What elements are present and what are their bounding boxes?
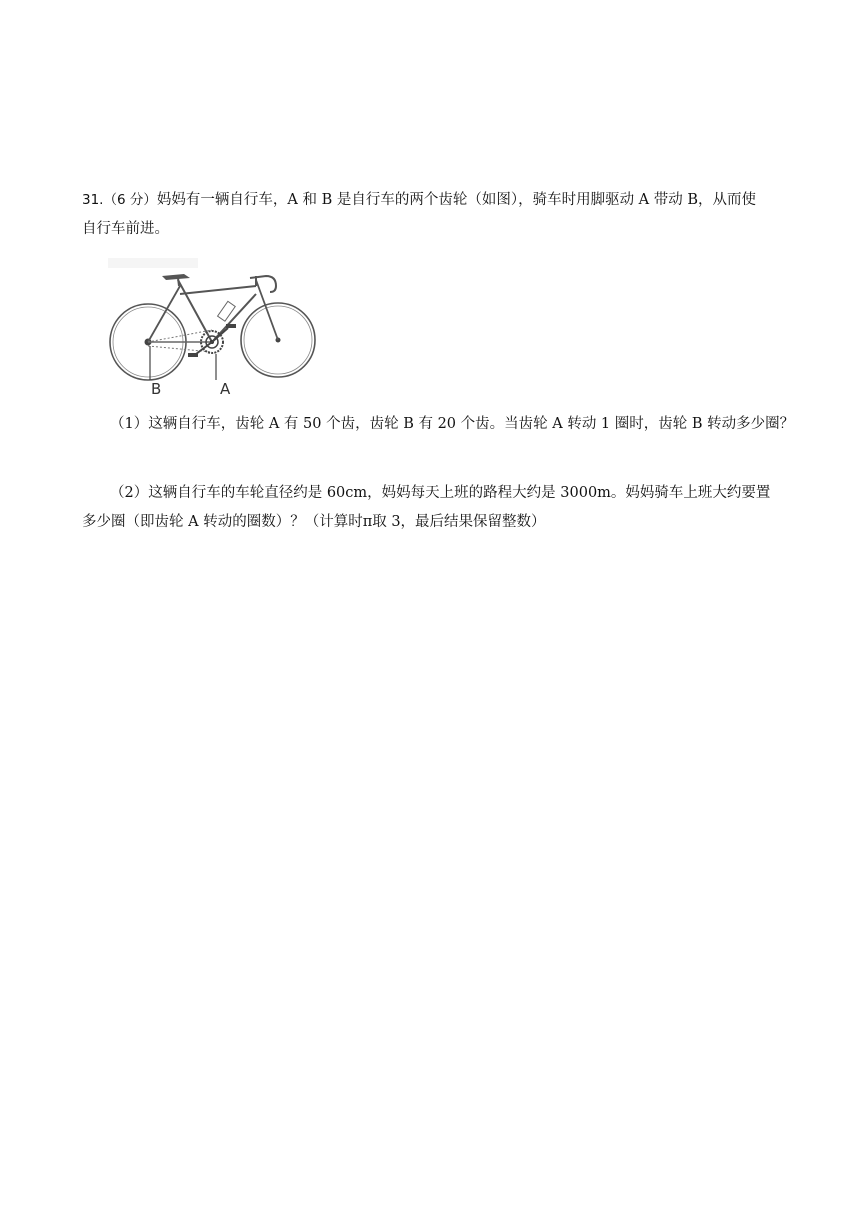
sub-question-2 (82, 479, 812, 537)
pedal-rear (188, 353, 198, 357)
top-tube (180, 286, 256, 294)
sub-question-1-text: （1）这辆自行车，齿轮 A 有 50 个齿，齿轮 B 有 20 个齿。当齿轮 A 转动 1 圈时，齿轮 B 转动多少圈？ (110, 416, 795, 432)
question-number: 31. (82, 192, 104, 208)
bicycle-figure (100, 256, 320, 398)
seat-post (178, 278, 179, 286)
question-stem-text: 妈妈有一辆自行车，A 和 B 是自行车的两个齿轮（如图），骑车时用脚驱动 A 带动 B，从而使 (156, 192, 757, 208)
scan-noise (108, 258, 198, 268)
question-stem-line-1 (82, 186, 812, 215)
question-stem-line-2: 自行车前进。 (82, 221, 169, 237)
chain-top (148, 330, 212, 342)
sub-question-1 (82, 410, 812, 439)
bicycle-illustration (100, 256, 320, 398)
sub-question-2-line-2: 多少圈（即齿轮 A 转动的圈数）？（计算时π取 3，最后结果保留整数） (82, 514, 546, 530)
crank-arm-front (212, 328, 228, 342)
sub-question-2-line-1: （2）这辆自行车的车轮直径约是 60cm，妈妈每天上班的路程大约是 3000m。妈妈骑车上班大约要置 (110, 485, 771, 501)
saddle (162, 274, 190, 280)
handlebar (250, 276, 276, 292)
down-tube (212, 294, 256, 342)
gear-a-label: A (220, 380, 231, 398)
question-points: （6 分） (103, 192, 157, 208)
question-31 (82, 186, 812, 244)
pedal-front (226, 324, 236, 328)
seat-stay (148, 286, 180, 342)
gear-b-label: B (151, 380, 162, 398)
